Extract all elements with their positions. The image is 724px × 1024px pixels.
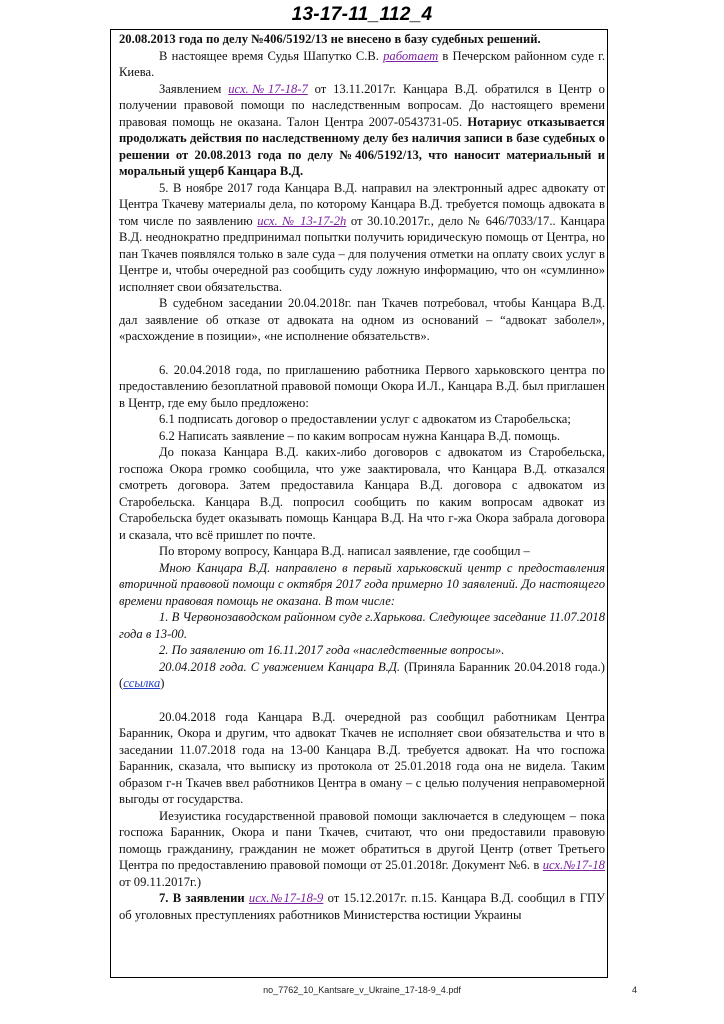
paragraph-11 (119, 890, 605, 923)
link-ish-17-18-7[interactable]: исх.№17-18-7 (228, 81, 308, 96)
link-ish-17-18[interactable]: исх.№17-18 (542, 858, 605, 872)
paragraph-9: 20.04.2018 года Канцара В.Д. очередной раз сообщил работникам Центра Баранник, Окора и другим, что адвокат Ткачев не исполняет свои обязательства и что в заседании 11.07.2018 года на 13-00 Канцара В.Д. требуется адвокат. На что госпожа Баранник, сказала, что выписку из протокола от 25.01.2018 года она не видела. Таким образом г-н Ткачев ввел работников Центра в оману – с целью получения неправомерной выгоды от государства. (119, 709, 605, 806)
paragraph-3-text-mid: от 13.11.2017г. Канцара В.Д. обратился в Центр о получении правовой помощи по наследственным вопросам. До настоящего времени правовая помощь не оказана. Талон Центра 2007-0543731-05. (119, 81, 605, 129)
link-rabotaet[interactable]: работает (383, 48, 439, 63)
spacer (119, 345, 605, 362)
quoted-item-1: 1. В Червонозаводском районном суде г.Харькова. Следующее заседание 11.07.2018 года в 13-00. (119, 610, 605, 641)
signature-received: (Приняла Баранник 20.04.2018 года.) ( (119, 659, 605, 690)
footer-page-number: 4 (632, 985, 638, 995)
link-ish-13-17-2h[interactable]: исх. № 13-17-2h (257, 213, 347, 228)
paragraph-2-text-end: в Печерском районном суде г. Киева. (119, 48, 605, 79)
paragraph-6-1: 6.1 подписать договор о предоставлении услуг с адвокатом из Старобельска; (159, 412, 571, 426)
signature-close: ) (160, 676, 165, 690)
paragraph-2-text: В настоящее время Судья Шапутко С.В. (159, 48, 384, 63)
paragraph-11-text: от 15.12.2017г. п.15. Канцара В.Д. сообщил в ГПУ об уголовных преступлениях работников Министерства юстиции Украины (119, 891, 605, 922)
paragraph-10-text: Иезуистика государственной правовой помощи заключается в следующем – пока госпожа Баранник, Окора и пани Ткачев, считают, что они предоставили правовую помощь гражданину, гражданин не может обратиться в другой Центр (ответ Третьего Центра по предоставлению правовой помощи от 25.01.2018г. Документ №6. в (119, 808, 605, 872)
quoted-item-2: 2. По заявлению от 16.11.2017 года «наследственные вопросы». (159, 643, 505, 657)
quoted-statement: Мною Канцара В.Д. направлено в первый харьковский центр с предоставления вторичной правовой помощи с октября 2017 года примерно 10 заявлений. До настоящего времени правовая помощь не оказана. В том числе: (119, 560, 605, 608)
link-ssylka[interactable]: ссылка (123, 676, 161, 690)
document-body (119, 31, 605, 923)
paragraph-2 (119, 48, 605, 81)
paragraph-4-text-end: от 30.10.2017г., дело № 646/7033/17.. Канцара В.Д. неоднократно предпринимал попытки получить юридическую помощь от Центра, но пан Ткачев появлялся только в зале суда – для получения отметки на оплату своих услуг в Центре и, чтобы очередной раз сообщить суду ложную информацию, что он «сумлинно» исполняет свои обязательства. (119, 213, 605, 294)
paragraph-6-2: 6.2 Написать заявление – по каким вопросам нужна Канцара В.Д. помощь. (159, 428, 560, 443)
paragraph-4 (119, 180, 605, 296)
paragraph-4-text: 5. В ноябре 2017 года Канцара В.Д. направил на электронный адрес адвокату от Центра Ткачеву материалы дела, по которому Канцара В.Д. требуется помощь адвоката в том числе по заявлению (119, 180, 605, 228)
paragraph-10-text-end: от 09.11.2017г.) (119, 874, 202, 889)
document-id-header: 13-17-11_112_4 (291, 4, 433, 25)
paragraph-11-bold: 7. В заявлении (159, 891, 249, 905)
paragraph-8: По второму вопросу, Канцара В.Д. написал заявление, где сообщил – (159, 544, 530, 558)
link-ish-17-18-9[interactable]: исх.№17-18-9 (248, 891, 324, 905)
paragraph-3-text: Заявлением (159, 81, 229, 96)
paragraph-1: 20.08.2013 года по делу №406/5192/13 не внесено в базу судебных решений. (119, 32, 541, 46)
signature-line (119, 659, 605, 692)
paragraph-3 (119, 81, 605, 180)
paragraph-5: В судебном заседании 20.04.2018г. пан Ткачев потребовал, чтобы Канцара В.Д. дал заявление об отказе от адвоката на одном из оснований – “адвокат заболел», «расхождение в позиции», «не исполнение обязательств». (119, 296, 605, 343)
footer-filename: no_7762_10_Kantsare_v_Ukraine_17-18-9_4.pdf (263, 985, 461, 995)
signature-italic: 20.04.2018 года. С уважением Канцара В.Д. (159, 659, 400, 674)
spacer (119, 692, 605, 709)
paragraph-7: До показа Канцара В.Д. каких-либо договоров с адвокатом из Старобельска, госпожа Окора громко сообщила, что уже заактировала, что Канцара В.Д. отказался смотреть договора. Затем предоставила Канцара В.Д. договора с адвокатом из Старобельска. Канцара В.Д. попросил сообщить по каким вопросам адвокат из Старобельска будет оказывать помощь Канцара В.Д. На что г-жа Окора забрала договора и сказала, что всё пришлет по почте. (119, 445, 605, 542)
paragraph-10 (119, 808, 605, 891)
paragraph-3-bold: Нотариус отказывается продолжать действия по наследственному делу без наличия записи в базе судебных о решении от 20.08.2013 года по делу №406/5192/13, что наносит материальный и моральный ущерб Канцара В.Д. (119, 114, 605, 178)
paragraph-6: 6. 20.04.2018 года, по приглашению работника Первого харьковского центра по предоставлению безоплатной правовой помощи Окора И.Л., Канцара В.Д. был приглашен в Центр, где ему было предложено: (119, 362, 605, 410)
